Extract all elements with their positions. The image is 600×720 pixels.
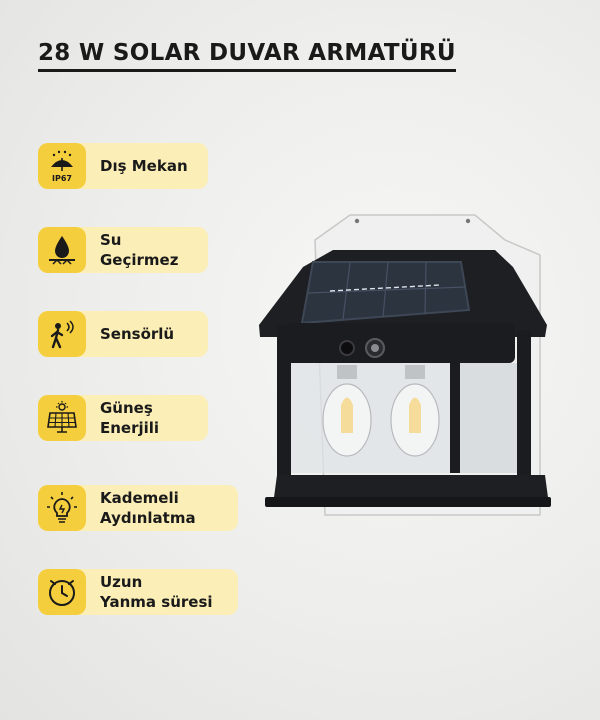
water-drop-icon (38, 227, 86, 273)
feature-label-line1: Kademeli (100, 489, 179, 507)
feature-label-line2: Enerjili (100, 419, 160, 437)
feature-label: Dış Mekan (100, 157, 188, 175)
feature-label-line2: Aydınlatma (100, 509, 196, 527)
clock-icon (38, 569, 86, 615)
feature-label: Sensörlü (100, 325, 175, 343)
feature-long-runtime (38, 569, 238, 615)
motion-sensor-icon (38, 311, 86, 357)
ip67-badge: IP67 (52, 174, 72, 183)
feature-solar (38, 395, 208, 441)
feature-dimming (38, 485, 238, 531)
solar-wall-lamp-image (255, 205, 555, 525)
feature-label-line1: Uzun (100, 573, 143, 591)
feature-sensor (38, 311, 208, 357)
feature-outdoor (38, 143, 208, 189)
light-bulb-icon (38, 485, 86, 531)
feature-waterproof (38, 227, 208, 273)
feature-label-line1: Güneş (100, 399, 153, 417)
feature-label-line1: Su (100, 231, 122, 249)
feature-label-line2: Yanma süresi (100, 593, 213, 611)
feature-label-line2: Geçirmez (100, 251, 179, 269)
solar-panel-icon (38, 395, 86, 441)
rain-umbrella-icon (38, 143, 86, 189)
page-title: 28 W SOLAR DUVAR ARMATÜRÜ (38, 40, 456, 72)
